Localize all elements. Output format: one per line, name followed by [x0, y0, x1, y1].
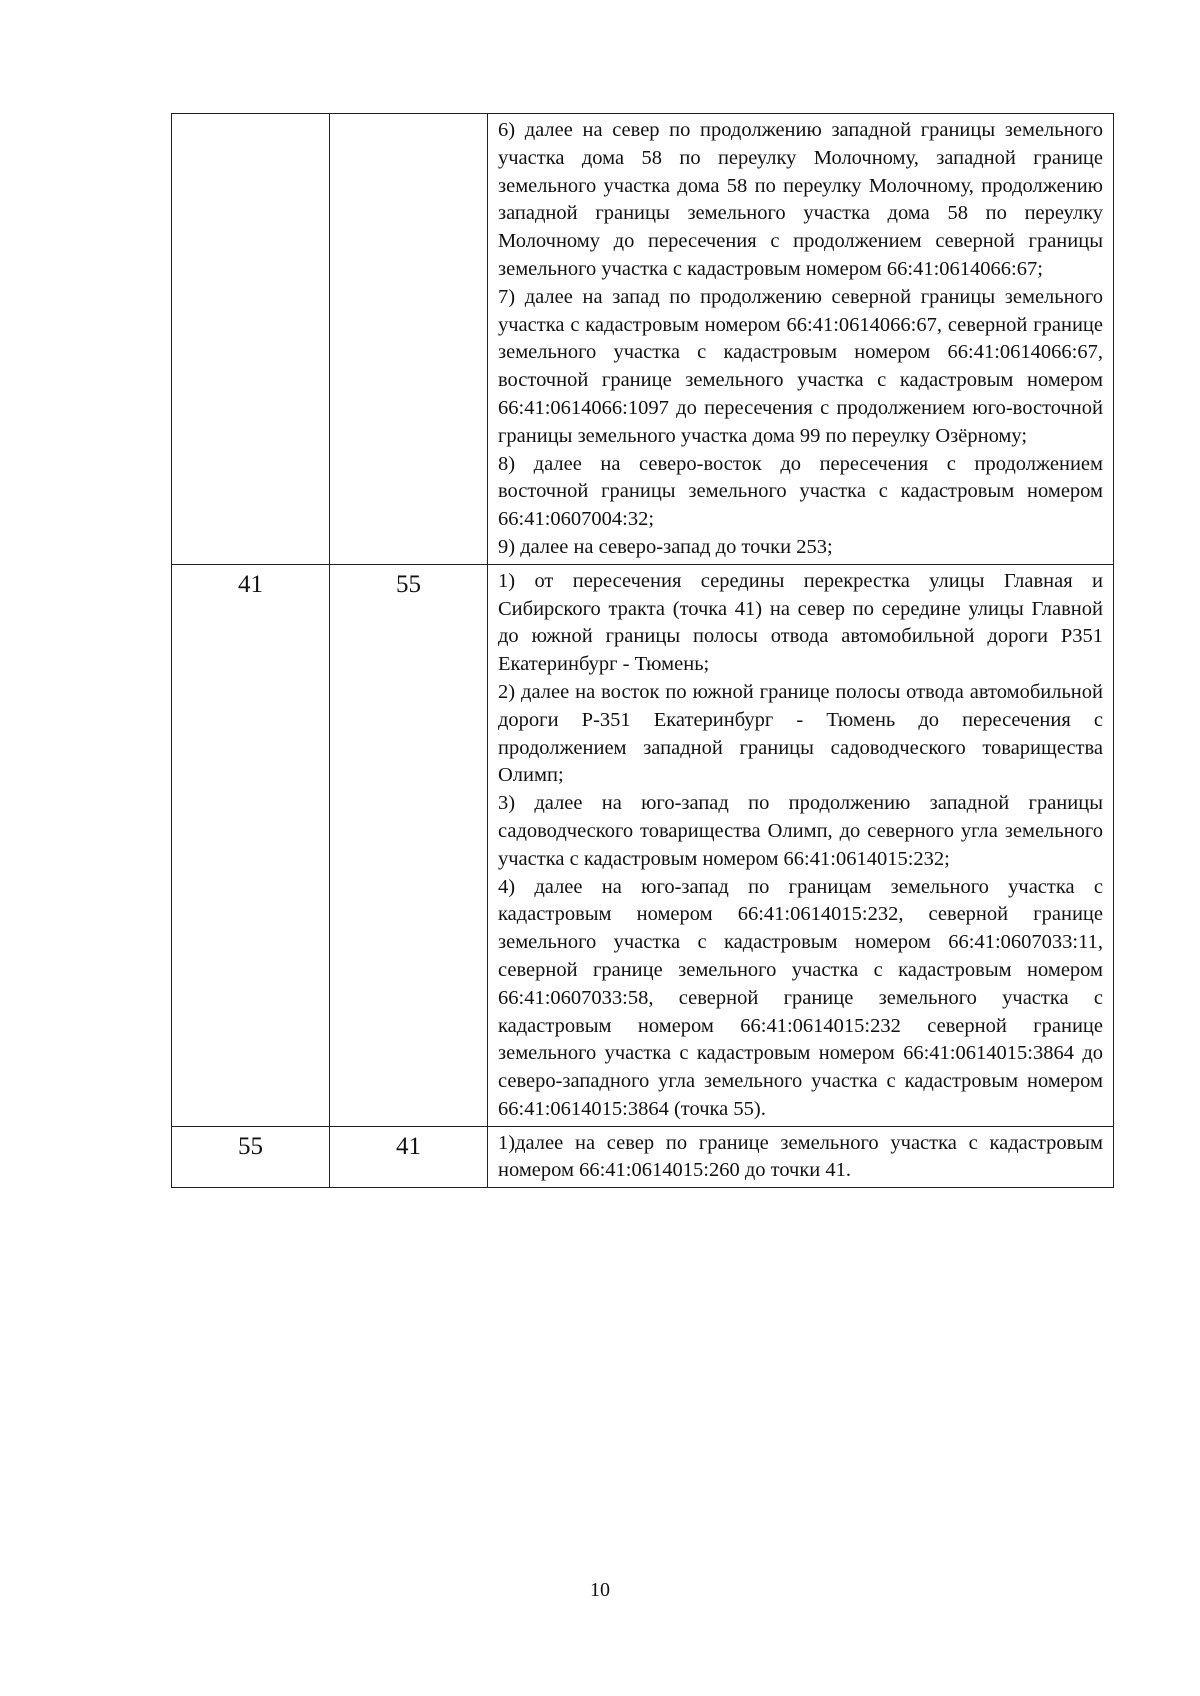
- boundary-step: 7) далее на запад по продолжению северной границы земельного участка с кадастровым номером 66:41:0614066:67, северной границе земельного участка с кадастровым номером 66:41:0614066:67, восточной границе земельного участка с кадастровым номером 66:41:0614066:1097 до пересечения с продолжением юго-восточной границы земельного участка дома 99 по переулку Озёрному;: [498, 285, 1103, 447]
- page-number: 10: [590, 1579, 610, 1601]
- point-to-cell: [330, 114, 488, 565]
- boundary-description-table: [171, 113, 1114, 1188]
- boundary-description-cell: [488, 564, 1114, 1126]
- boundary-step: 9) далее на северо-запад до точки 253;: [498, 535, 833, 558]
- point-to-cell: 41: [330, 1126, 488, 1188]
- boundary-step: 8) далее на северо-восток до пересечения с продолжением восточной границы земельного участка с кадастровым номером 66:41:0607004:32;: [498, 452, 1103, 531]
- boundary-step: 2) далее на восток по южной границе полосы отвода автомобильной дороги Р-351 Екатеринбург - Тюмень до пересечения с продолжением западной границы садоводческого товарищества Олимп;: [498, 680, 1103, 787]
- boundary-description-cell: [488, 1126, 1114, 1188]
- table-row: [172, 114, 1114, 565]
- boundary-step: 3) далее на юго-запад по продолжению западной границы садоводческого товарищества Олимп, до северного угла земельного участка с кадастровым номером 66:41:0614015:232;: [498, 792, 1103, 870]
- boundary-description-cell: [488, 114, 1114, 565]
- table-row: [172, 564, 1114, 1126]
- point-from-cell: [172, 114, 330, 565]
- table-row: [172, 1126, 1114, 1188]
- point-from-cell: 41: [172, 564, 330, 1126]
- boundary-step: 4) далее на юго-запад по границам земельного участка с кадастровым номером 66:41:0614015:232, северной границе земельного участка с кадастровым номером 66:41:0607033:11, северной границе земельного участка с кадастровым номером 66:41:0607033:58, северной границе земельного участка с кадастровым номером 66:41:0614015:232 северной границе земельного участка с кадастровым номером 66:41:0614015:3864 до северо-западного угла земельного участка с кадастровым номером 66:41:0614015:3864 (точка 55).: [498, 875, 1103, 1120]
- boundary-step: 1) от пересечения середины перекрестка улицы Главная и Сибирского тракта (точка 41) на север по середине улицы Главной до южной границы полосы отвода автомобильной дороги Р351 Екатеринбург - Тюмень;: [498, 569, 1103, 676]
- point-to-cell: 55: [330, 564, 488, 1126]
- boundary-step: 6) далее на север по продолжению западной границы земельного участка дома 58 по переулку Молочному, западной границе земельного участка дома 58 по переулку Молочному, продолжению западной границы земельного участка дома 58 по переулку Молочному до пересечения с продолжением северной границы земельного участка с кадастровым номером 66:41:0614066:67;: [498, 119, 1103, 280]
- point-from-cell: 55: [172, 1126, 330, 1188]
- boundary-step: 1)далее на север по границе земельного участка с кадастровым номером 66:41:0614015:260 до точки 41.: [498, 1131, 1103, 1182]
